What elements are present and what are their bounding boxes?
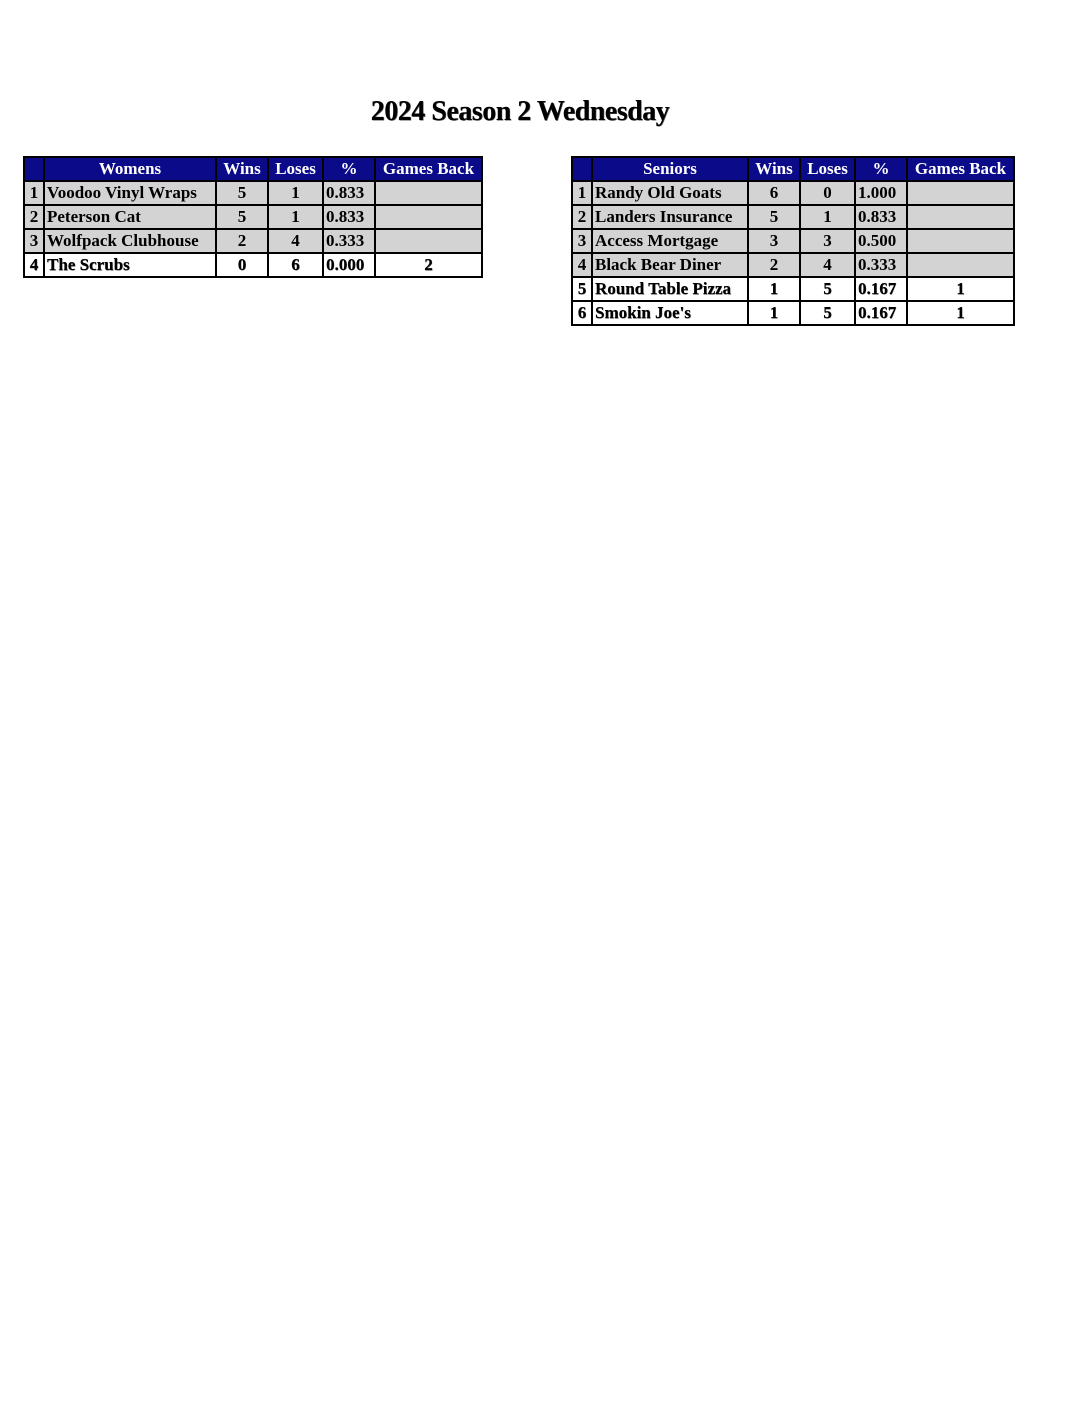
wins-cell: 3	[748, 229, 800, 253]
table-row	[572, 181, 1014, 205]
womens-header-row	[24, 157, 482, 181]
rank-cell: 4	[572, 253, 592, 277]
wins-cell: 0	[216, 253, 268, 277]
table-row	[572, 205, 1014, 229]
rank-cell: 4	[24, 253, 44, 277]
wins-cell: 5	[748, 205, 800, 229]
wins-cell: 5	[216, 205, 268, 229]
pct-cell: 0.500	[855, 229, 907, 253]
table-row	[572, 277, 1014, 301]
games-back-cell	[907, 253, 1014, 277]
table-row	[24, 205, 482, 229]
rank-header	[24, 157, 44, 181]
loses-cell: 5	[800, 277, 855, 301]
rank-cell: 2	[572, 205, 592, 229]
rank-cell: 6	[572, 301, 592, 325]
pct-cell: 0.833	[323, 181, 375, 205]
games-back-header: Games Back	[907, 157, 1014, 181]
pct-header: %	[323, 157, 375, 181]
pct-cell: 0.833	[855, 205, 907, 229]
loses-cell: 4	[800, 253, 855, 277]
rank-cell: 5	[572, 277, 592, 301]
wins-cell: 6	[748, 181, 800, 205]
games-back-cell	[375, 205, 482, 229]
wins-header: Wins	[216, 157, 268, 181]
wins-cell: 1	[748, 277, 800, 301]
team-name-cell: Randy Old Goats	[592, 181, 748, 205]
rank-cell: 2	[24, 205, 44, 229]
team-name-cell: The Scrubs	[44, 253, 216, 277]
pct-cell: 0.167	[855, 301, 907, 325]
games-back-cell	[375, 229, 482, 253]
womens-standings-table	[23, 156, 483, 278]
games-back-cell	[907, 229, 1014, 253]
team-name-cell: Peterson Cat	[44, 205, 216, 229]
table-row	[24, 181, 482, 205]
loses-cell: 3	[800, 229, 855, 253]
pct-cell: 0.333	[855, 253, 907, 277]
games-back-header: Games Back	[375, 157, 482, 181]
pct-cell: 0.167	[855, 277, 907, 301]
team-name-cell: Black Bear Diner	[592, 253, 748, 277]
wins-cell: 1	[748, 301, 800, 325]
wins-cell: 5	[216, 181, 268, 205]
loses-cell: 0	[800, 181, 855, 205]
games-back-cell	[907, 181, 1014, 205]
rank-cell: 1	[24, 181, 44, 205]
wins-cell: 2	[216, 229, 268, 253]
loses-cell: 4	[268, 229, 323, 253]
wins-header: Wins	[748, 157, 800, 181]
pct-cell: 0.833	[323, 205, 375, 229]
page-title: 2024 Season 2 Wednesday	[370, 96, 670, 127]
games-back-cell: 2	[375, 253, 482, 277]
seniors-header-row	[572, 157, 1014, 181]
games-back-cell	[375, 181, 482, 205]
loses-cell: 1	[268, 205, 323, 229]
team-name-cell: Wolfpack Clubhouse	[44, 229, 216, 253]
loses-cell: 1	[268, 181, 323, 205]
team-name-cell: Landers Insurance	[592, 205, 748, 229]
seniors-standings-table	[571, 156, 1015, 326]
team-name-cell: Voodoo Vinyl Wraps	[44, 181, 216, 205]
loses-header: Loses	[268, 157, 323, 181]
pct-cell: 1.000	[855, 181, 907, 205]
team-name-cell: Round Table Pizza	[592, 277, 748, 301]
rank-cell: 3	[24, 229, 44, 253]
games-back-cell	[907, 205, 1014, 229]
loses-cell: 1	[800, 205, 855, 229]
rank-header	[572, 157, 592, 181]
loses-cell: 6	[268, 253, 323, 277]
seniors-division-header: Seniors	[592, 157, 748, 181]
table-row	[24, 229, 482, 253]
table-row	[572, 301, 1014, 325]
table-row	[24, 253, 482, 277]
table-row	[572, 229, 1014, 253]
team-name-cell: Smokin Joe's	[592, 301, 748, 325]
wins-cell: 2	[748, 253, 800, 277]
rank-cell: 1	[572, 181, 592, 205]
games-back-cell: 1	[907, 277, 1014, 301]
rank-cell: 3	[572, 229, 592, 253]
womens-division-header: Womens	[44, 157, 216, 181]
games-back-cell: 1	[907, 301, 1014, 325]
pct-cell: 0.000	[323, 253, 375, 277]
pct-header: %	[855, 157, 907, 181]
loses-cell: 5	[800, 301, 855, 325]
table-row	[572, 253, 1014, 277]
pct-cell: 0.333	[323, 229, 375, 253]
team-name-cell: Access Mortgage	[592, 229, 748, 253]
loses-header: Loses	[800, 157, 855, 181]
